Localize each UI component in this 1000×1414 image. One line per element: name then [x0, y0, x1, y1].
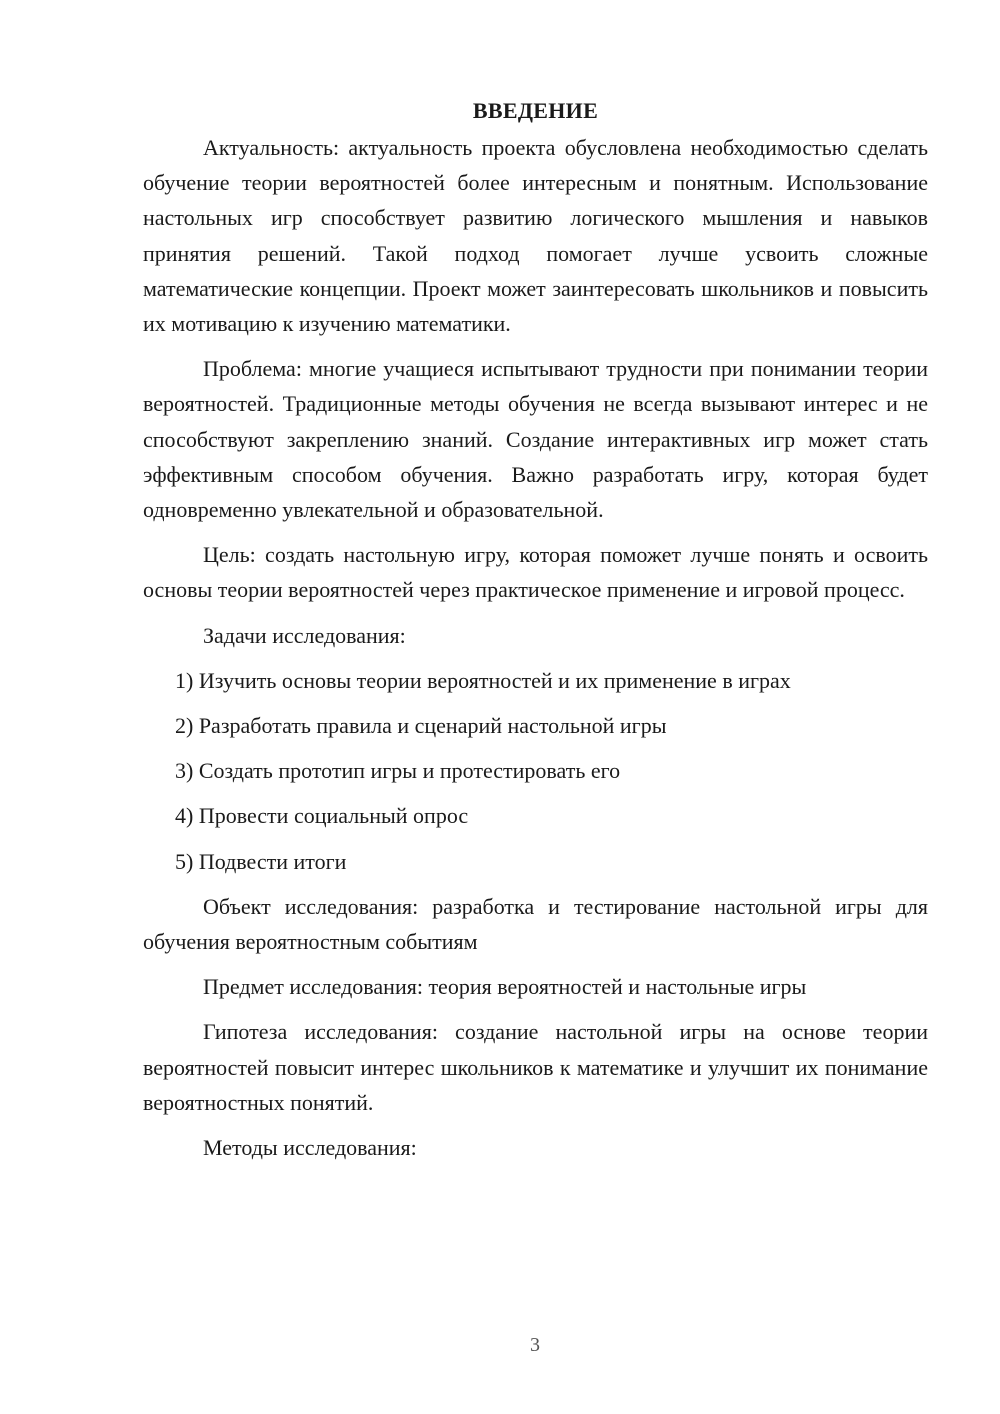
page-number: 3: [530, 1334, 540, 1356]
list-item: 2) Разработать правила и сценарий настольной игры: [175, 713, 667, 739]
paragraph-goal: Цель: создать настольную игру, которая поможет лучше понять и освоить основы теории вероятностей через практическое применение и игровой процесс.: [143, 542, 928, 603]
document-title: ВВЕДЕНИЕ: [472, 98, 599, 123]
paragraph-object: Объект исследования: разработка и тестирование настольной игры для обучения вероятностным событиям: [143, 893, 928, 955]
tasks-heading: Задачи исследования:: [203, 622, 406, 648]
tasks-list: [143, 663, 928, 879]
list-item: 5) Подвести итоги: [175, 848, 347, 874]
paragraph-relevance: Актуальность: актуальность проекта обусловлена необходимостью сделать обучение теории вероятностей более интересным и понятным. Использование настольных игр способствует развитию логического мышления и навыков принятия решений. Такой подход помогает лучше усвоить сложные математические концепции. Проект может заинтересовать школьников и повысить их мотивацию к изучению математики.: [143, 135, 928, 337]
paragraph-hypothesis: Гипотеза исследования: создание настольной игры на основе теории вероятностей повысит интерес школьников к математике и улучшит их понимание вероятностных понятий.: [143, 1019, 928, 1115]
list-item: 4) Провести социальный опрос: [175, 803, 469, 829]
methods-heading: Методы исследования:: [203, 1135, 417, 1161]
list-item: 1) Изучить основы теории вероятностей и их применение в играх: [175, 667, 791, 693]
paragraph-problem: Проблема: многие учащиеся испытывают трудности при понимании теории вероятностей. Традиционные методы обучения не всегда вызывают интерес и не способствуют закреплению знаний. Создание интерактивных игр может стать эффективным способом обучения. Важно разработать игру, которая будет одновременно увлекательной и образовательной.: [143, 356, 928, 523]
paragraph-subject: Предмет исследования: теория вероятностей и настольные игры: [203, 974, 807, 1000]
list-item: 3) Создать прототип игры и протестировать его: [175, 758, 621, 784]
document-page: [143, 96, 928, 1175]
